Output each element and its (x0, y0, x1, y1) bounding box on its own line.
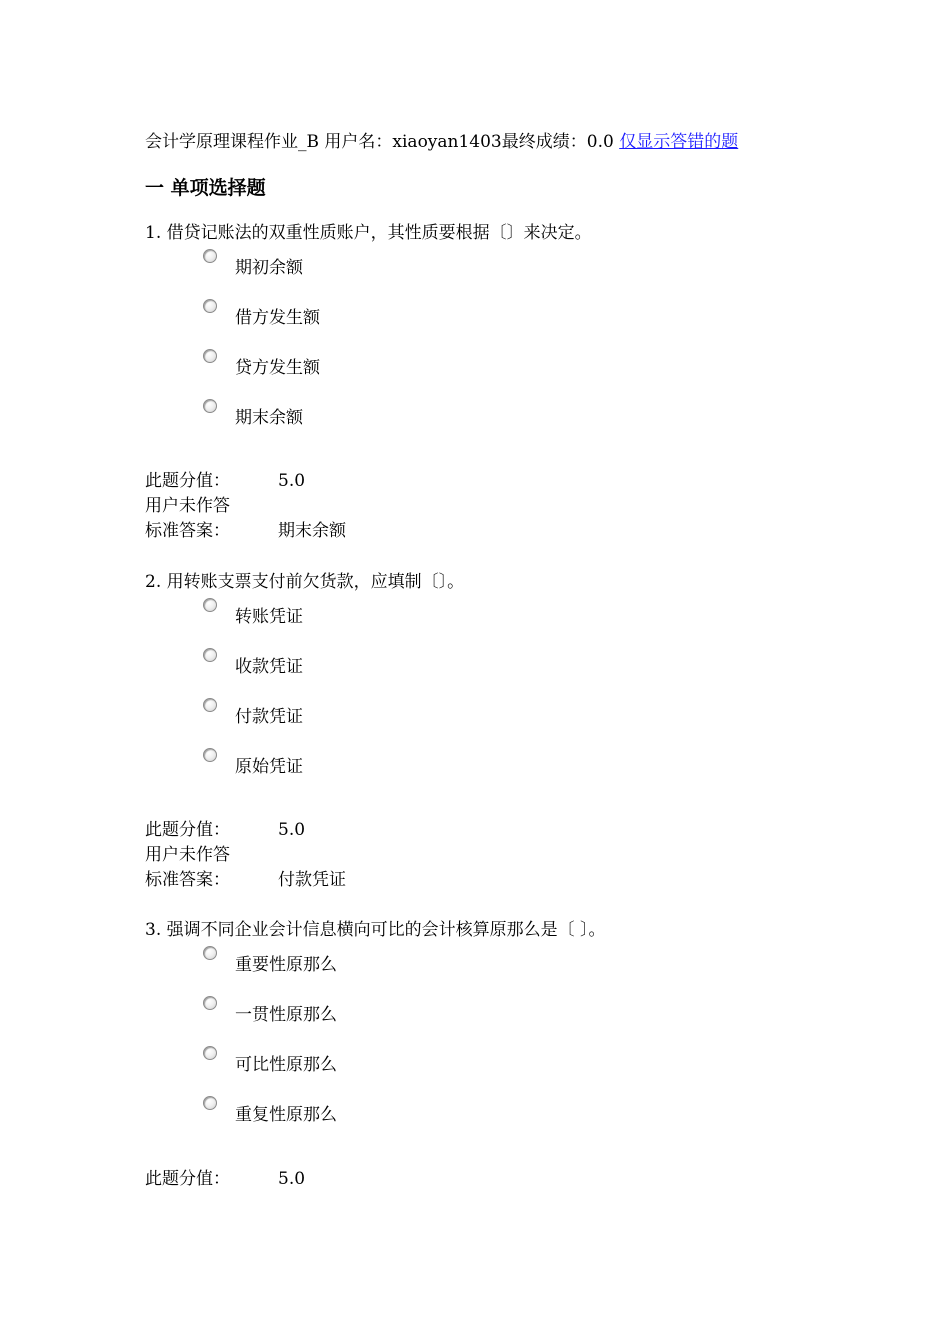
score-row (145, 469, 346, 494)
radio-button[interactable] (203, 946, 217, 960)
status-row (145, 494, 346, 519)
status-row (145, 843, 346, 868)
section-title: 一 单项选择题 (145, 177, 266, 199)
quiz-header (145, 127, 738, 152)
answer-row (145, 868, 346, 893)
option-item (145, 946, 905, 996)
radio-button[interactable] (203, 748, 217, 762)
radio-button[interactable] (203, 598, 217, 612)
option-label: 原始凭证 (235, 757, 303, 777)
option-label: 贷方发生额 (235, 358, 320, 378)
option-item (145, 648, 905, 698)
option-item (145, 299, 905, 349)
question-text: 1. 借贷记账法的双重性质账户，其性质要根据〔〕来决定。 (145, 223, 592, 243)
option-label: 期末余额 (235, 408, 303, 428)
radio-button[interactable] (203, 1096, 217, 1110)
final-score-label: 最终成绩： (501, 132, 587, 152)
answer-value: 付款凭证 (278, 870, 346, 890)
radio-button[interactable] (203, 249, 217, 263)
show-wrong-only-link[interactable]: 仅显示答错的题 (619, 132, 739, 152)
answer-label: 标准答案： (145, 870, 230, 890)
question-text: 2. 用转账支票支付前欠货款，应填制〔〕。 (145, 572, 465, 592)
answer-row (145, 519, 346, 544)
username-value: xiaoyan1403 (392, 132, 502, 152)
question-3 (145, 918, 905, 1146)
option-label: 重复性原那么 (235, 1105, 337, 1125)
question-2 (145, 570, 905, 798)
final-score-value: 0.0 (586, 132, 614, 152)
answer-label: 标准答案： (145, 521, 230, 541)
score-label: 此题分值： (145, 820, 230, 840)
question-text: 3. 强调不同企业会计信息横向可比的会计核算原那么是〔 〕。 (145, 920, 606, 940)
radio-button[interactable] (203, 399, 217, 413)
score-value: 5.0 (278, 1169, 306, 1189)
option-item (145, 399, 905, 449)
radio-button[interactable] (203, 299, 217, 313)
radio-button[interactable] (203, 648, 217, 662)
answer-value: 期末余额 (278, 521, 346, 541)
option-label: 借方发生额 (235, 308, 320, 328)
score-value: 5.0 (278, 471, 306, 491)
score-row (145, 818, 346, 843)
option-label: 重要性原那么 (235, 955, 337, 975)
radio-button[interactable] (203, 1046, 217, 1060)
option-item (145, 698, 905, 748)
option-item (145, 1096, 905, 1146)
question-1 (145, 221, 905, 449)
answer-status: 用户未作答 (145, 496, 230, 516)
option-item (145, 249, 905, 299)
option-item (145, 748, 905, 798)
username-label: 用户名： (324, 132, 393, 152)
radio-button[interactable] (203, 698, 217, 712)
option-label: 一贯性原那么 (235, 1005, 337, 1025)
option-label: 收款凭证 (235, 657, 303, 677)
answer-status: 用户未作答 (145, 845, 230, 865)
option-item (145, 598, 905, 648)
score-label: 此题分值： (145, 1169, 230, 1189)
question-2-result (145, 818, 346, 893)
question-1-result (145, 469, 346, 544)
score-row (145, 1167, 305, 1192)
option-label: 可比性原那么 (235, 1055, 337, 1075)
option-label: 付款凭证 (235, 707, 303, 727)
score-value: 5.0 (278, 820, 306, 840)
radio-button[interactable] (203, 349, 217, 363)
option-item (145, 1046, 905, 1096)
option-label: 期初余额 (235, 258, 303, 278)
radio-button[interactable] (203, 996, 217, 1010)
option-label: 转账凭证 (235, 607, 303, 627)
question-3-result (145, 1167, 305, 1192)
course-title: 会计学原理课程作业_B (145, 132, 319, 152)
score-label: 此题分值： (145, 471, 230, 491)
option-item (145, 349, 905, 399)
option-item (145, 996, 905, 1046)
